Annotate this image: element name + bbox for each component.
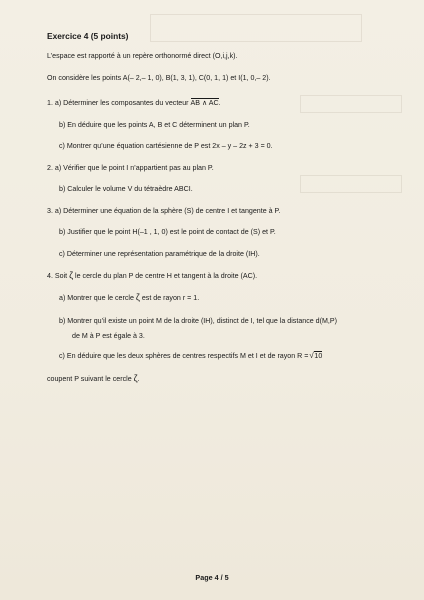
- frame-statement: [47, 52, 237, 61]
- question-2b: b) Calculer le volume V du tétraèdre ABCI.: [59, 185, 193, 193]
- question-4b-line-1: b) Montrer qu’il existe un point M de la droite (IH), distinct de I, tel que la distance d(M,P): [59, 317, 337, 325]
- points-intro: On considère les points A(– 2,– 1, 0), B(1, 3, 1), C(0, 1, 1) et I(1, 0,– 2).: [47, 74, 271, 82]
- zeta-symbol: ζ: [69, 270, 74, 280]
- question-3b: b) Justifier que le point H(–1 , 1, 0) est le point de contact de (S) et P.: [59, 228, 276, 236]
- question-3a: 3. a) Déterminer une équation de la sphère (S) de centre I et tangente à P.: [47, 207, 281, 215]
- question-4a: [59, 293, 199, 303]
- frame-prefix: L’espace est rapporté à un repère orthonormé direct: [47, 52, 213, 60]
- question-1a: [47, 99, 221, 108]
- question-4c-end-suffix: .: [137, 375, 140, 383]
- question-3c: c) Déterminer une représentation paramétrique de la droite (IH).: [59, 250, 260, 258]
- question-4c: [59, 352, 322, 361]
- page-number: Page 4 / 5: [195, 573, 229, 582]
- question-1a-prefix: 1. a) Déterminer les composantes du vecteur: [47, 99, 191, 107]
- question-1c: c) Montrer qu’une équation cartésienne de P est 2x – y – 2z + 3 = 0.: [59, 142, 273, 150]
- question-4: [47, 271, 257, 281]
- radicand: 10: [314, 352, 323, 360]
- frame-symbol: (O,i,j,k): [212, 52, 236, 60]
- question-4c-end-prefix: coupent P suivant le cercle: [47, 375, 134, 383]
- exercise-title: Exercice 4 (5 points): [47, 31, 129, 41]
- cross-product-vector: AB ∧ AC: [190, 99, 219, 107]
- question-4-prefix: 4. Soit: [47, 272, 70, 280]
- question-4c-prefix: c) En déduire que les deux sphères de centres respectifs M et I et de rayon R =: [59, 352, 311, 360]
- frame-suffix: .: [235, 52, 238, 60]
- square-root: [310, 352, 322, 361]
- zeta-symbol: ζ: [133, 373, 138, 383]
- question-4a-prefix: a) Montrer que le cercle: [59, 294, 136, 302]
- question-4a-suffix: est de rayon r = 1.: [139, 294, 200, 302]
- zeta-symbol: ζ: [135, 292, 140, 302]
- question-4c-end: [47, 374, 140, 384]
- question-4-suffix: le cercle du plan P de centre H et tangent à la droite (AC).: [73, 272, 258, 280]
- question-4b-line-2: de M à P est égale à 3.: [72, 332, 145, 340]
- question-1a-suffix: .: [218, 99, 221, 107]
- question-2a: 2. a) Vérifier que le point I n’appartient pas au plan P.: [47, 164, 214, 172]
- question-1b: b) En déduire que les points A, B et C déterminent un plan P.: [59, 121, 250, 129]
